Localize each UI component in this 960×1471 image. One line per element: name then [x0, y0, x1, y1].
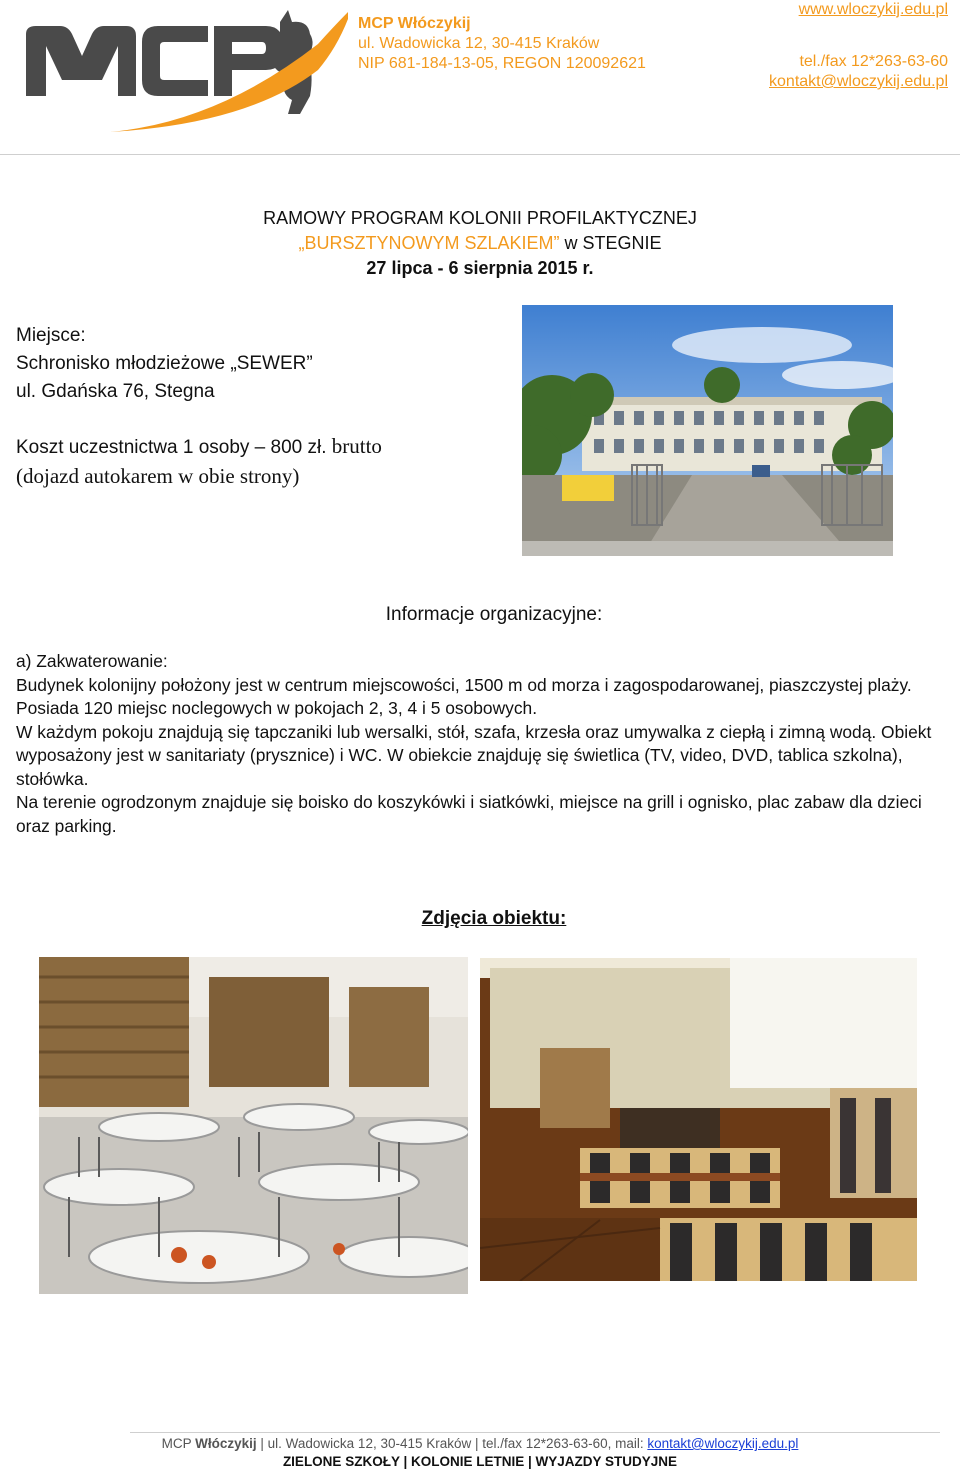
document-title — [0, 206, 960, 281]
footer-brand: Włóczykij — [195, 1436, 257, 1451]
title-highlight: „BURSZTYNOWYM SZLAKIEM” — [298, 233, 560, 253]
company-name: MCP Włóczykij — [358, 15, 471, 32]
place-street: ul. Gdańska 76, Stegna — [16, 381, 215, 402]
cost-info — [16, 432, 382, 490]
paragraph-grounds: Na terenie ogrodzonym znajduje się boisko do koszykówki i siatkówki, miejsce na grill i ognisko, plac zabaw dla dzieci oraz parking. — [16, 792, 922, 836]
title-dates: 27 lipca - 6 sierpnia 2015 r. — [366, 258, 594, 278]
section-a-title: a) Zakwaterowanie: — [16, 651, 168, 671]
website-link[interactable]: www.wloczykij.edu.pl — [798, 1, 948, 18]
title-line-2 — [0, 231, 960, 256]
footer-divider — [130, 1432, 940, 1433]
cost-amount: Koszt uczestnictwa 1 osoby – 800 zł. — [16, 437, 327, 458]
contact-info — [769, 0, 948, 92]
paragraph-location: Budynek kolonijny położony jest w centrum miejscowości, 1500 m od morza i zagospodarowanej, piaszczystej plaży. Posiada 120 miejsc noclegowych w pokojach 2, 3, 4 i 5 osobowych. — [16, 674, 912, 718]
title-location: w STEGNIE — [559, 233, 662, 253]
place-info — [16, 322, 313, 406]
title-line-1: RAMOWY PROGRAM KOLONII PROFILAKTYCZNEJ — [263, 208, 697, 228]
footer-email-link[interactable]: kontakt@wloczykij.edu.pl — [647, 1436, 799, 1451]
cost-line — [16, 432, 382, 462]
building-photo — [522, 305, 893, 556]
dining-room-photo — [39, 957, 468, 1294]
company-address: ul. Wadowicka 12, 30-415 Kraków — [358, 35, 600, 52]
cost-brutto: brutto — [326, 434, 382, 458]
footer-mcp: MCP — [161, 1436, 196, 1451]
cost-transport-note: (dojazd autokarem w obie strony) — [16, 464, 300, 488]
footer — [0, 1435, 960, 1471]
photos-heading: Zdjęcia obiektu: — [421, 908, 567, 929]
footer-services: ZIELONE SZKOŁY | KOLONIE LETNIE | WYJAZDY STUDYJNE — [282, 1454, 678, 1469]
phone-number: tel./fax 12*263-63-60 — [799, 53, 948, 70]
section-accommodation — [16, 650, 946, 838]
info-heading: Informacje organizacyjne: — [385, 604, 603, 625]
email-link[interactable]: kontakt@wloczykij.edu.pl — [769, 73, 948, 90]
bedroom-photo — [480, 958, 917, 1281]
place-name: Schronisko młodzieżowe „SEWER” — [16, 353, 313, 374]
company-registry: NIP 681-184-13-05, REGON 120092621 — [358, 55, 646, 72]
footer-address: | ul. Wadowicka 12, 30-415 Kraków | tel./fax 12*263-63-60, mail: — [256, 1436, 648, 1451]
company-info — [358, 14, 646, 74]
mcp-logo — [18, 4, 348, 134]
header-divider — [0, 154, 960, 155]
footer-contact-line — [0, 1435, 960, 1453]
place-label: Miejsce: — [16, 325, 86, 346]
paragraph-rooms: W każdym pokoju znajdują się tapczaniki lub wersalki, stół, szafa, krzesła oraz umywalka z ciepłą i zimną wodą. Obiekt wyposażony jest w sanitariaty (prysznice) i WC. W obiekcie znajduję się świetlica (TV, video, DVD, tablica szkolna), stołówka. — [16, 721, 932, 789]
